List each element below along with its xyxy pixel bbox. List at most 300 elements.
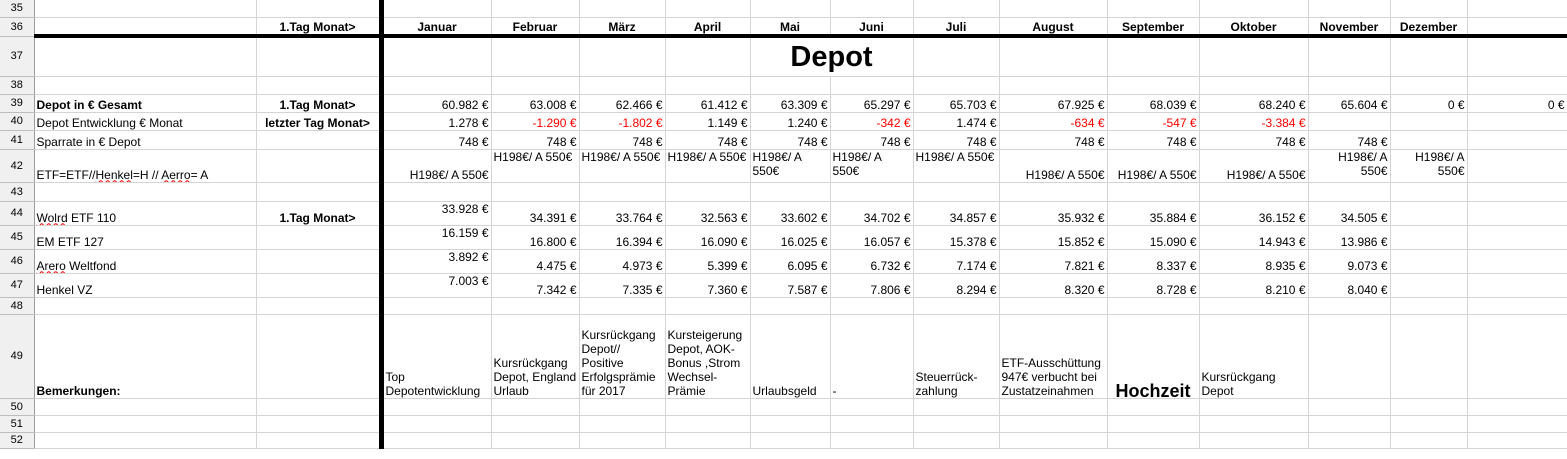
cell[interactable] [256, 36, 381, 76]
cell[interactable] [491, 415, 579, 432]
cell[interactable] [1467, 0, 1567, 17]
cell[interactable] [381, 415, 491, 432]
cell[interactable] [999, 297, 1107, 314]
value-cell[interactable]: 7.335 € [579, 273, 665, 297]
cell[interactable] [665, 415, 750, 432]
row-label[interactable]: Depot Entwicklung € Monat [34, 112, 256, 130]
cell[interactable] [491, 36, 579, 76]
row-header[interactable]: 39 [0, 94, 34, 112]
cell[interactable] [34, 432, 256, 448]
value-cell[interactable]: 33.764 € [579, 201, 665, 225]
cell[interactable] [381, 398, 491, 415]
value-cell[interactable]: 65.703 € [913, 94, 999, 112]
cell[interactable] [256, 130, 381, 149]
cell[interactable] [1467, 17, 1567, 36]
note-cell[interactable]: ETF-Ausschüttung 947€ verbucht bei Zustatzeinahmen [999, 314, 1107, 398]
month-header[interactable]: Mai [750, 17, 830, 36]
note-cell[interactable]: - [830, 314, 913, 398]
row-header[interactable]: 40 [0, 112, 34, 130]
value-cell[interactable] [1467, 130, 1567, 149]
cell[interactable] [1199, 76, 1308, 94]
cell[interactable] [1199, 432, 1308, 448]
row-header[interactable]: 41 [0, 130, 34, 149]
row-header[interactable]: 37 [0, 36, 34, 76]
cell[interactable] [256, 314, 381, 398]
cell[interactable] [579, 432, 665, 448]
value-cell[interactable]: H198€/ A 550€ [381, 149, 491, 182]
cell[interactable] [1390, 76, 1467, 94]
cell[interactable] [1107, 0, 1199, 17]
note-cell[interactable]: Top Depotentwicklung [381, 314, 491, 398]
value-cell[interactable]: H198€/ A 550€ [491, 149, 579, 182]
value-cell[interactable]: 5.399 € [665, 249, 750, 273]
month-header[interactable]: März [579, 17, 665, 36]
label-part: =H // [132, 167, 162, 182]
value-cell[interactable]: 34.857 € [913, 201, 999, 225]
value-cell[interactable]: 67.925 € [999, 94, 1107, 112]
month-header[interactable]: Januar [381, 17, 491, 36]
value-cell[interactable]: 7.003 € [381, 273, 491, 297]
value-cell-negative[interactable]: -547 € [1107, 112, 1199, 130]
cell[interactable] [491, 76, 579, 94]
cell[interactable] [1107, 398, 1199, 415]
cell[interactable] [1308, 297, 1390, 314]
month-header[interactable]: April [665, 17, 750, 36]
value-cell[interactable]: 68.240 € [1199, 94, 1308, 112]
note-cell[interactable]: Urlaubsgeld [750, 314, 830, 398]
cell[interactable] [830, 432, 913, 448]
value-cell[interactable] [1390, 112, 1467, 130]
cell[interactable] [1308, 36, 1390, 76]
value-cell[interactable]: 1.149 € [665, 112, 750, 130]
value-cell[interactable] [1390, 225, 1467, 249]
cell[interactable] [381, 432, 491, 448]
value-cell[interactable]: 35.932 € [999, 201, 1107, 225]
value-cell-negative[interactable]: -634 € [999, 112, 1107, 130]
value-cell[interactable]: 0 € [1390, 94, 1467, 112]
value-cell[interactable]: H198€/ A 550€ [1308, 149, 1390, 182]
value-cell[interactable]: H198€/ A 550€ [665, 149, 750, 182]
value-cell[interactable]: 16.394 € [579, 225, 665, 249]
value-cell[interactable]: 16.800 € [491, 225, 579, 249]
note-cell[interactable]: Kursrückgang Depot// Positive Erfolgsprämie für 2017 [579, 314, 665, 398]
row-header[interactable]: 45 [0, 225, 34, 249]
value-cell[interactable] [1390, 249, 1467, 273]
cell[interactable] [1199, 36, 1308, 76]
cell[interactable] [665, 0, 750, 17]
cell[interactable] [830, 0, 913, 17]
cell[interactable] [381, 76, 491, 94]
value-cell[interactable]: 0 € [1467, 94, 1567, 112]
cell[interactable] [491, 432, 579, 448]
cell[interactable] [1107, 36, 1199, 76]
value-cell[interactable]: 13.986 € [1308, 225, 1390, 249]
month-header[interactable]: Oktober [1199, 17, 1308, 36]
value-cell[interactable] [1467, 112, 1567, 130]
value-cell[interactable]: 748 € [665, 130, 750, 149]
value-cell[interactable]: H198€/ A 550€ [1199, 149, 1308, 182]
cell[interactable] [750, 432, 830, 448]
month-header[interactable]: November [1308, 17, 1390, 36]
cell[interactable] [579, 76, 665, 94]
row-header[interactable]: 52 [0, 432, 34, 448]
cell[interactable] [256, 76, 381, 94]
value-cell[interactable]: H198€/ A 550€ [1107, 149, 1199, 182]
cell[interactable] [579, 182, 665, 201]
cell[interactable] [256, 398, 381, 415]
cell[interactable] [1390, 0, 1467, 17]
row-label[interactable]: Sparrate in € Depot [34, 130, 256, 149]
value-cell[interactable] [1467, 273, 1567, 297]
row-header[interactable]: 47 [0, 273, 34, 297]
value-cell[interactable]: 1.474 € [913, 112, 999, 130]
cell[interactable] [1308, 398, 1390, 415]
cell[interactable] [256, 432, 381, 448]
cell[interactable] [830, 76, 913, 94]
row-header[interactable]: 49 [0, 314, 34, 398]
value-cell[interactable]: 748 € [491, 130, 579, 149]
value-cell[interactable]: 748 € [1199, 130, 1308, 149]
value-cell[interactable] [1467, 149, 1567, 182]
cell[interactable] [913, 36, 999, 76]
row-45-em-etf [0, 225, 1567, 249]
cell[interactable] [1467, 432, 1567, 448]
row-label[interactable] [34, 149, 256, 182]
cell[interactable] [913, 182, 999, 201]
row-41-sparrate [0, 130, 1567, 149]
cell[interactable] [579, 415, 665, 432]
row-header[interactable]: 50 [0, 398, 34, 415]
cell[interactable] [579, 398, 665, 415]
cell[interactable] [1467, 76, 1567, 94]
value-cell[interactable]: 65.604 € [1308, 94, 1390, 112]
value-cell-negative[interactable]: -1.290 € [491, 112, 579, 130]
value-cell[interactable]: 748 € [1308, 130, 1390, 149]
value-cell[interactable]: 7.360 € [665, 273, 750, 297]
cell[interactable] [381, 182, 491, 201]
cell[interactable] [256, 149, 381, 182]
value-cell[interactable]: 33.928 € [381, 201, 491, 225]
cell[interactable] [750, 76, 830, 94]
value-cell[interactable]: 748 € [1107, 130, 1199, 149]
value-cell[interactable]: H198€/ A 550€ [1390, 149, 1467, 182]
value-cell[interactable]: 61.412 € [665, 94, 750, 112]
value-cell[interactable]: 4.973 € [579, 249, 665, 273]
row-38 [0, 76, 1567, 94]
cell[interactable] [1308, 182, 1390, 201]
cell[interactable] [1199, 0, 1308, 17]
cell[interactable] [1308, 0, 1390, 17]
value-cell[interactable]: H198€/ A 550€ [913, 149, 999, 182]
value-cell[interactable]: 63.309 € [750, 94, 830, 112]
value-cell[interactable]: 15.090 € [1107, 225, 1199, 249]
row-header[interactable]: 38 [0, 76, 34, 94]
value-cell[interactable] [1390, 273, 1467, 297]
value-cell[interactable]: 16.025 € [750, 225, 830, 249]
value-cell[interactable]: 34.505 € [1308, 201, 1390, 225]
cell[interactable] [256, 249, 381, 273]
cell[interactable] [256, 0, 381, 17]
cell[interactable] [1107, 297, 1199, 314]
value-cell[interactable]: 62.466 € [579, 94, 665, 112]
cell[interactable] [381, 297, 491, 314]
value-cell[interactable]: 34.391 € [491, 201, 579, 225]
label-part: = A [190, 167, 209, 182]
cell[interactable] [34, 0, 256, 17]
cell[interactable] [491, 0, 579, 17]
cell[interactable] [491, 398, 579, 415]
value-cell[interactable] [1390, 130, 1467, 149]
row-header[interactable]: 48 [0, 297, 34, 314]
label-part: Weltfond [65, 258, 117, 273]
month-header[interactable]: Juni [830, 17, 913, 36]
row-label[interactable]: Bemerkungen: [34, 314, 256, 398]
cell[interactable] [830, 415, 913, 432]
value-cell[interactable] [1390, 201, 1467, 225]
cell[interactable] [1390, 297, 1467, 314]
cell[interactable] [256, 415, 381, 432]
cell[interactable] [1467, 398, 1567, 415]
cell[interactable] [1107, 415, 1199, 432]
value-cell[interactable] [1467, 201, 1567, 225]
cell[interactable] [1308, 432, 1390, 448]
value-cell[interactable]: 9.073 € [1308, 249, 1390, 273]
cell[interactable] [1390, 432, 1467, 448]
cell[interactable] [1308, 76, 1390, 94]
value-cell[interactable]: 748 € [913, 130, 999, 149]
value-cell[interactable]: 8.294 € [913, 273, 999, 297]
cell[interactable] [830, 297, 913, 314]
cell[interactable] [750, 415, 830, 432]
row-header[interactable]: 43 [0, 182, 34, 201]
row-header[interactable]: 35 [0, 0, 34, 17]
value-cell[interactable]: H198€/ A 550€ [830, 149, 913, 182]
value-cell[interactable]: H198€/ A 550€ [999, 149, 1107, 182]
value-cell[interactable]: 8.337 € [1107, 249, 1199, 273]
cell[interactable] [999, 76, 1107, 94]
cell[interactable] [830, 182, 913, 201]
cell[interactable] [256, 225, 381, 249]
value-cell[interactable]: 32.563 € [665, 201, 750, 225]
value-cell[interactable]: 36.152 € [1199, 201, 1308, 225]
value-cell[interactable]: H198€/ A 550€ [579, 149, 665, 182]
cell[interactable] [913, 415, 999, 432]
value-cell[interactable]: 8.728 € [1107, 273, 1199, 297]
note-cell[interactable]: Kursteigerung Depot, AOK-Bonus ,Strom Wechsel-Prämie [665, 314, 750, 398]
row-46-arero [0, 249, 1567, 273]
cell[interactable] [1467, 36, 1567, 76]
cell[interactable] [750, 398, 830, 415]
cell[interactable] [665, 297, 750, 314]
value-cell[interactable]: 7.342 € [491, 273, 579, 297]
row-marker[interactable]: 1.Tag Monat> [256, 201, 381, 225]
cell[interactable] [999, 432, 1107, 448]
cell[interactable] [491, 182, 579, 201]
value-cell[interactable]: H198€/ A 550€ [750, 149, 830, 182]
value-cell[interactable]: 16.057 € [830, 225, 913, 249]
cell[interactable] [1308, 415, 1390, 432]
value-cell[interactable]: 65.297 € [830, 94, 913, 112]
row-marker[interactable]: 1.Tag Monat> [256, 17, 381, 36]
row-header[interactable]: 42 [0, 149, 34, 182]
cell[interactable] [34, 17, 256, 36]
cell[interactable] [1107, 182, 1199, 201]
value-cell[interactable]: 748 € [381, 130, 491, 149]
cell[interactable] [1199, 182, 1308, 201]
cell[interactable] [256, 182, 381, 201]
value-cell[interactable]: 60.982 € [381, 94, 491, 112]
cell[interactable] [665, 432, 750, 448]
cell[interactable] [34, 398, 256, 415]
cell[interactable] [1467, 297, 1567, 314]
value-cell[interactable]: 7.806 € [830, 273, 913, 297]
cell[interactable] [1107, 76, 1199, 94]
value-cell[interactable]: 748 € [999, 130, 1107, 149]
row-header[interactable]: 51 [0, 415, 34, 432]
cell[interactable] [256, 297, 381, 314]
value-cell[interactable]: 16.090 € [665, 225, 750, 249]
value-cell[interactable]: 7.587 € [750, 273, 830, 297]
value-cell[interactable]: 8.935 € [1199, 249, 1308, 273]
cell[interactable] [34, 415, 256, 432]
value-cell[interactable]: 6.095 € [750, 249, 830, 273]
value-cell[interactable]: 63.008 € [491, 94, 579, 112]
value-cell-negative[interactable]: -1.802 € [579, 112, 665, 130]
cell[interactable] [1390, 36, 1467, 76]
value-cell-negative[interactable]: -342 € [830, 112, 913, 130]
month-header[interactable]: August [999, 17, 1107, 36]
value-cell[interactable]: 16.159 € [381, 225, 491, 249]
cell[interactable] [1107, 432, 1199, 448]
cell[interactable] [999, 182, 1107, 201]
row-header[interactable]: 46 [0, 249, 34, 273]
value-cell[interactable]: 748 € [830, 130, 913, 149]
cell[interactable] [750, 0, 830, 17]
cell[interactable] [256, 273, 381, 297]
row-header[interactable]: 44 [0, 201, 34, 225]
cell[interactable] [1199, 297, 1308, 314]
note-cell[interactable]: Hochzeit [1107, 314, 1199, 398]
row-label[interactable] [34, 201, 256, 225]
note-cell[interactable]: Kursrückgang Depot, England Urlaub [491, 314, 579, 398]
cell[interactable] [913, 297, 999, 314]
label-part-underlined: Aerro [161, 167, 191, 182]
row-header[interactable]: 36 [0, 17, 34, 36]
row-marker[interactable]: letzter Tag Monat> [256, 112, 381, 130]
row-marker[interactable]: 1.Tag Monat> [256, 94, 381, 112]
value-cell[interactable]: 15.852 € [999, 225, 1107, 249]
value-cell[interactable]: 8.210 € [1199, 273, 1308, 297]
value-cell[interactable]: 34.702 € [830, 201, 913, 225]
value-cell[interactable]: 7.821 € [999, 249, 1107, 273]
row-label[interactable]: EM ETF 127 [34, 225, 256, 249]
cell[interactable] [999, 415, 1107, 432]
value-cell[interactable]: 35.884 € [1107, 201, 1199, 225]
value-cell[interactable] [1467, 225, 1567, 249]
cell[interactable] [913, 432, 999, 448]
value-cell[interactable]: 748 € [579, 130, 665, 149]
cell[interactable] [579, 36, 665, 76]
value-cell[interactable] [1467, 249, 1567, 273]
row-47-henkel [0, 273, 1567, 297]
value-cell[interactable]: 748 € [750, 130, 830, 149]
cell[interactable] [1390, 398, 1467, 415]
cell[interactable] [999, 36, 1107, 76]
cell[interactable] [830, 398, 913, 415]
cell[interactable] [1390, 415, 1467, 432]
value-cell[interactable]: 7.174 € [913, 249, 999, 273]
value-cell[interactable]: 4.475 € [491, 249, 579, 273]
row-51 [0, 415, 1567, 432]
month-header[interactable]: Dezember [1390, 17, 1467, 36]
cell[interactable] [34, 297, 256, 314]
cell[interactable] [579, 297, 665, 314]
cell[interactable] [665, 398, 750, 415]
value-cell[interactable]: 14.943 € [1199, 225, 1308, 249]
note-cell[interactable]: Steuerrück-zahlung [913, 314, 999, 398]
value-cell[interactable]: 8.320 € [999, 273, 1107, 297]
value-cell[interactable]: 68.039 € [1107, 94, 1199, 112]
value-cell[interactable]: 3.892 € [381, 249, 491, 273]
cell[interactable] [34, 36, 256, 76]
row-label[interactable]: Henkel VZ [34, 273, 256, 297]
cell[interactable] [665, 182, 750, 201]
value-cell[interactable]: 1.278 € [381, 112, 491, 130]
value-cell[interactable]: 6.732 € [830, 249, 913, 273]
value-cell[interactable]: 8.040 € [1308, 273, 1390, 297]
cell[interactable] [34, 182, 256, 201]
value-cell[interactable] [1308, 112, 1390, 130]
note-cell[interactable] [1467, 314, 1567, 398]
cell[interactable] [913, 398, 999, 415]
value-cell[interactable]: 33.602 € [750, 201, 830, 225]
cell[interactable] [1467, 182, 1567, 201]
cell[interactable] [750, 182, 830, 201]
cell[interactable] [381, 0, 491, 17]
cell[interactable] [1199, 415, 1308, 432]
cell[interactable] [1199, 398, 1308, 415]
label-part: ETF=ETF// [36, 167, 96, 182]
value-cell[interactable]: 1.240 € [750, 112, 830, 130]
cell[interactable] [491, 297, 579, 314]
cell[interactable] [1467, 415, 1567, 432]
row-label[interactable]: Depot in € Gesamt [34, 94, 256, 112]
cell[interactable] [665, 76, 750, 94]
row-49-bemerkungen [0, 314, 1567, 398]
row-label[interactable] [34, 249, 256, 273]
cell[interactable] [579, 0, 665, 17]
cell[interactable] [381, 36, 491, 76]
cell[interactable] [999, 398, 1107, 415]
cell[interactable] [913, 0, 999, 17]
note-cell[interactable]: Kursrückgang Depot [1199, 314, 1308, 398]
cell[interactable] [750, 297, 830, 314]
cell[interactable] [999, 0, 1107, 17]
month-header[interactable]: Juli [913, 17, 999, 36]
month-header[interactable]: September [1107, 17, 1199, 36]
note-cell[interactable] [1308, 314, 1390, 398]
row-39-depot-gesamt [0, 94, 1567, 112]
cell[interactable] [1390, 182, 1467, 201]
value-cell[interactable]: 15.378 € [913, 225, 999, 249]
note-cell[interactable] [1390, 314, 1467, 398]
cell[interactable] [913, 76, 999, 94]
cell[interactable] [665, 36, 750, 76]
page-title[interactable]: Depot [750, 36, 913, 76]
value-cell-negative[interactable]: -3.384 € [1199, 112, 1308, 130]
cell[interactable] [34, 76, 256, 94]
month-header[interactable]: Februar [491, 17, 579, 36]
